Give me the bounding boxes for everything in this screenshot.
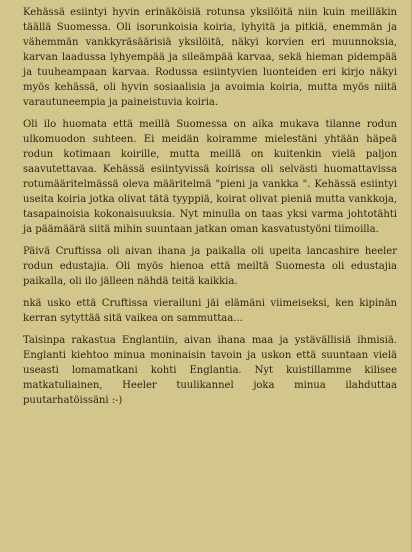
paragraph-finland-comparison: Oli ilo huomata että meillä Suomessa on aika mukava tilanne rodun ulkomuodon suhteen. Ei meidän koiramme mielestäni yhtään häpeä rodun kotimaan koirille, mutta meillä on kuitenkin vielä paljon saavutettavaa. Kehässä esiintyvissä koirissa oli selvästi huomattavissa rotumääritelmässä oleva määritelmä "pieni ja vankka ". Kehässä esiintyi useita koiria jotka olivat tätä tyyppiä, koirat olivat pieniä mutta vankkoja, tasapainoisia kokonaisuuksia. Nyt minulla on taas yksi varma johtotähti ja päämäärä siitä mihin suuntaan jatkan oman kasvatustyöni tiimoilla.	[23, 119, 397, 235]
paragraph-crufts-day: Päivä Cruftissa oli aivan ihana ja paikalla oli upeita lancashire heeler rodun edustajia. Oli myös hienoa että meiltä Suomesta oli edustajia paikalla, oli ilo jälleen nähdä teitä kaikkia.	[23, 246, 397, 287]
paragraph-not-last-visit: nkä usko että Cruftissa vierailuni jäi elämäni viimeiseksi, ken kipinän kerran sytyttää sitä vaikea on sammuttaa...	[23, 298, 397, 324]
paragraph-england: Taisinpa rakastua Englantiin, aivan ihana maa ja ystävällisiä ihmisiä. Englanti kiehtoo minua moninaisin tavoin ja uskon että suuntaan vielä useasti lomamatkani kohti Englantia. Nyt kuistillamme kilisee matkatuliainen, Heeler tuulikannel joka minua ilahduttaa puutarhatöissäni :-)	[23, 335, 397, 406]
paragraph-show-variety: Kehässä esiintyi hyvin erinäköisiä rotunsa yksilöitä niin kuin meilläkin täällä Suomessa. Oli isorunkoisia koiria, lyhyitä ja pitkiä, enemmän ja vähemmän vankkyräsäärisiä yksilöitä, näkyi korvien eri muunnoksia, karvan laadussa lyhyempää ja sileämpää karvaa, sekä hieman pidempää ja tuuheampaan karvaa. Rodussa esiintyvien luonteiden eri kirjo näkyi myös kehässä, oli hyvin sosiaalisia ja avoimia koiria, mutta myös niitä varautuneempia ja paineistuvia koiria.	[23, 7, 397, 108]
